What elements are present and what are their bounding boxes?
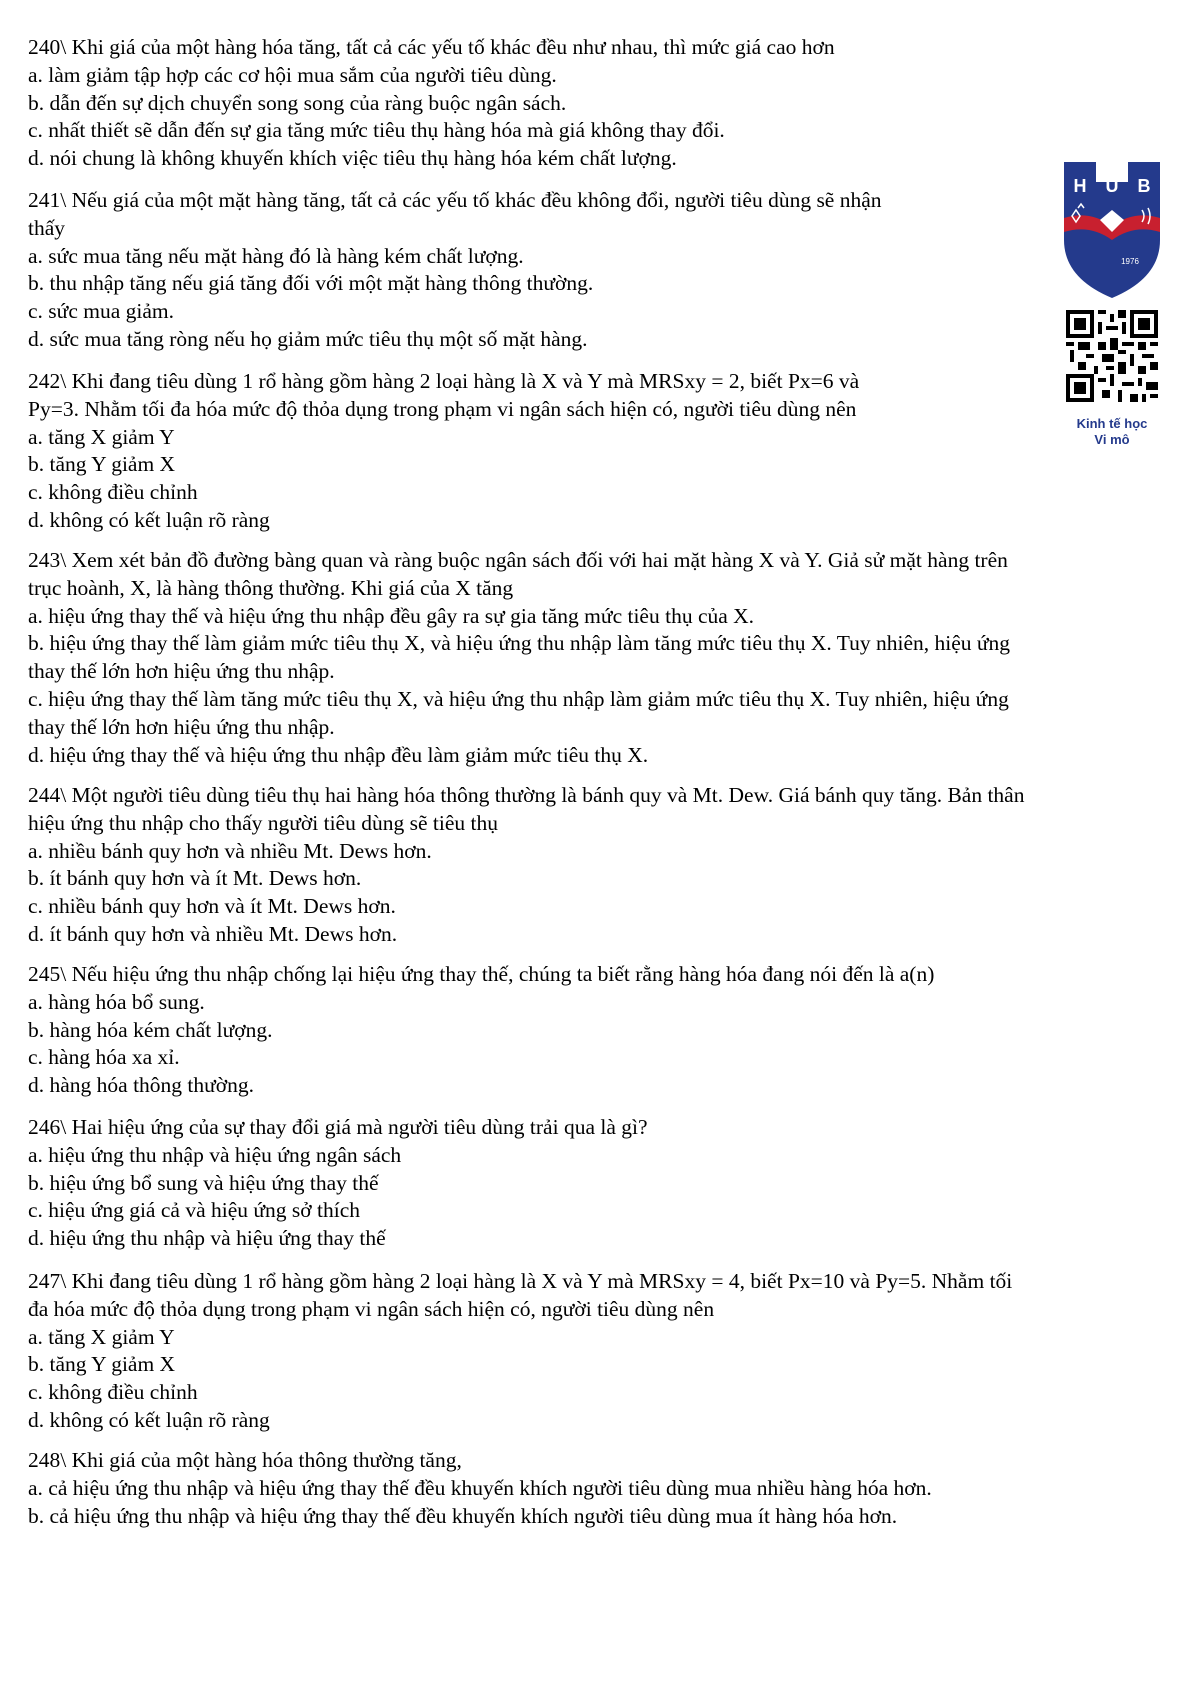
question-242 (28, 368, 859, 535)
answer-option: d. hiệu ứng thu nhập và hiệu ứng thay thế (28, 1226, 386, 1251)
question-text: 244\ Một người tiêu dùng tiêu thụ hai hàng hóa thông thường là bánh quy và Mt. Dew. Giá bánh quy tăng. Bản thân (28, 783, 1025, 807)
answer-option: c. nhiều bánh quy hơn và ít Mt. Dews hơn. (28, 894, 396, 919)
logo-year: 1976 (1121, 257, 1139, 266)
answer-option: a. cả hiệu ứng thu nhập và hiệu ứng thay thế đều khuyến khích người tiêu dùng mua nhiều hàng hóa hơn. (28, 1475, 932, 1500)
logo-letter-h: H (1073, 176, 1087, 196)
question-text: 246\ Hai hiệu ứng của sự thay đổi giá mà người tiêu dùng trải qua là gì? (28, 1115, 648, 1139)
question-text: đa hóa mức độ thỏa dụng trong phạm vi ngân sách hiện có, người tiêu dùng nên (28, 1296, 715, 1321)
answer-option: d. nói chung là không khuyến khích việc tiêu thụ hàng hóa kém chất lượng. (28, 146, 677, 171)
answer-option: a. sức mua tăng nếu mặt hàng đó là hàng kém chất lượng. (28, 243, 524, 268)
hub-shield-logo (1060, 160, 1164, 300)
answer-option: b. cả hiệu ứng thu nhập và hiệu ứng thay thế đều khuyến khích người tiêu dùng mua ít hàng hóa hơn. (28, 1503, 898, 1528)
question-245 (28, 961, 934, 1100)
answer-option: b. tăng Y giảm X (28, 452, 176, 477)
question-text: 240\ Khi giá của một hàng hóa tăng, tất cả các yếu tố khác đều như nhau, thì mức giá cao hơn (28, 35, 835, 59)
question-240 (28, 34, 835, 173)
answer-option: c. nhất thiết sẽ dẫn đến sự gia tăng mức tiêu thụ hàng hóa mà giá không thay đổi. (28, 118, 725, 143)
answer-option: d. không có kết luận rõ ràng (28, 1407, 270, 1432)
answer-option: c. sức mua giảm. (28, 299, 174, 324)
answer-option: thay thế lớn hơn hiệu ứng thu nhập. (28, 659, 335, 684)
answer-option: b. hiệu ứng bổ sung và hiệu ứng thay thế (28, 1170, 379, 1195)
answer-option: a. tăng X giảm Y (28, 1324, 175, 1349)
question-text: Py=3. Nhằm tối đa hóa mức độ thỏa dụng trong phạm vi ngân sách hiện có, người tiêu dùng nên (28, 396, 857, 421)
logo-caption-line2: Vi mô (1094, 432, 1130, 447)
qr-code (1066, 310, 1158, 402)
answer-option: thay thế lớn hơn hiệu ứng thu nhập. (28, 714, 335, 739)
answer-option: b. dẫn đến sự dịch chuyển song song của ràng buộc ngân sách. (28, 90, 567, 115)
logo-caption (1052, 416, 1172, 448)
question-text: 241\ Nếu giá của một mặt hàng tăng, tất cả các yếu tố khác đều không đổi, người tiêu dùng sẽ nhận (28, 188, 882, 212)
logo-letter-u: U (1105, 176, 1119, 196)
answer-option: a. tăng X giảm Y (28, 424, 175, 449)
answer-option: c. hiệu ứng giá cả và hiệu ứng sở thích (28, 1198, 361, 1223)
question-244 (28, 782, 1024, 949)
answer-option: d. hàng hóa thông thường. (28, 1073, 255, 1098)
logo-letter-b: B (1137, 176, 1151, 196)
question-246 (28, 1114, 648, 1253)
answer-option: d. không có kết luận rõ ràng (28, 507, 270, 532)
answer-option: d. ít bánh quy hơn và nhiều Mt. Dews hơn. (28, 921, 398, 946)
answer-option: b. thu nhập tăng nếu giá tăng đối với một mặt hàng thông thường. (28, 271, 594, 296)
question-243 (28, 547, 1010, 769)
hub-logo-block (1060, 160, 1164, 458)
answer-option: c. hàng hóa xa xỉ. (28, 1045, 180, 1070)
question-text: hiệu ứng thu nhập cho thấy người tiêu dùng sẽ tiêu thụ (28, 810, 498, 835)
answer-option: c. hiệu ứng thay thế làm tăng mức tiêu thụ X, và hiệu ứng thu nhập làm giảm mức tiêu thụ X. Tuy nhiên, hiệu ứng (28, 686, 1009, 711)
question-text: 243\ Xem xét bản đồ đường bàng quan và ràng buộc ngân sách đối với hai mặt hàng X và Y. Giả sử mặt hàng trên (28, 548, 1008, 572)
answer-option: b. tăng Y giảm X (28, 1352, 176, 1377)
answer-option: b. hàng hóa kém chất lượng. (28, 1017, 273, 1042)
logo-caption-line1: Kinh tế học (1076, 416, 1148, 431)
question-248 (28, 1447, 932, 1530)
question-text: 248\ Khi giá của một hàng hóa thông thường tăng, (28, 1448, 462, 1472)
question-247 (28, 1268, 1012, 1435)
question-text: 242\ Khi đang tiêu dùng 1 rổ hàng gồm hàng 2 loại hàng là X và Y mà MRSxy = 2, biết Px=6 và (28, 369, 860, 393)
answer-option: b. hiệu ứng thay thế làm giảm mức tiêu thụ X, và hiệu ứng thu nhập làm tăng mức tiêu thụ X. Tuy nhiên, hiệu ứng (28, 631, 1011, 656)
answer-option: c. không điều chỉnh (28, 1380, 198, 1405)
answer-option: a. nhiều bánh quy hơn và nhiều Mt. Dews hơn. (28, 838, 432, 863)
answer-option: b. ít bánh quy hơn và ít Mt. Dews hơn. (28, 866, 362, 891)
answer-option: c. không điều chỉnh (28, 480, 198, 505)
question-241 (28, 187, 882, 354)
answer-option: d. hiệu ứng thay thế và hiệu ứng thu nhập đều làm giảm mức tiêu thụ X. (28, 742, 649, 767)
question-text: 247\ Khi đang tiêu dùng 1 rổ hàng gồm hàng 2 loại hàng là X và Y mà MRSxy = 4, biết Px=10 và Py=5. Nhằm tối (28, 1269, 1013, 1293)
question-text: trục hoành, X, là hàng thông thường. Khi giá của X tăng (28, 575, 514, 600)
answer-option: d. sức mua tăng ròng nếu họ giảm mức tiêu thụ một số mặt hàng. (28, 326, 588, 351)
answer-option: a. hiệu ứng thu nhập và hiệu ứng ngân sách (28, 1142, 402, 1167)
answer-option: a. hiệu ứng thay thế và hiệu ứng thu nhập đều gây ra sự gia tăng mức tiêu thụ của X. (28, 603, 755, 628)
question-text: thấy (28, 215, 66, 240)
answer-option: a. làm giảm tập hợp các cơ hội mua sắm của người tiêu dùng. (28, 62, 557, 87)
answer-option: a. hàng hóa bổ sung. (28, 989, 205, 1014)
question-text: 245\ Nếu hiệu ứng thu nhập chống lại hiệu ứng thay thế, chúng ta biết rằng hàng hóa đang nói đến là a(n) (28, 962, 935, 986)
